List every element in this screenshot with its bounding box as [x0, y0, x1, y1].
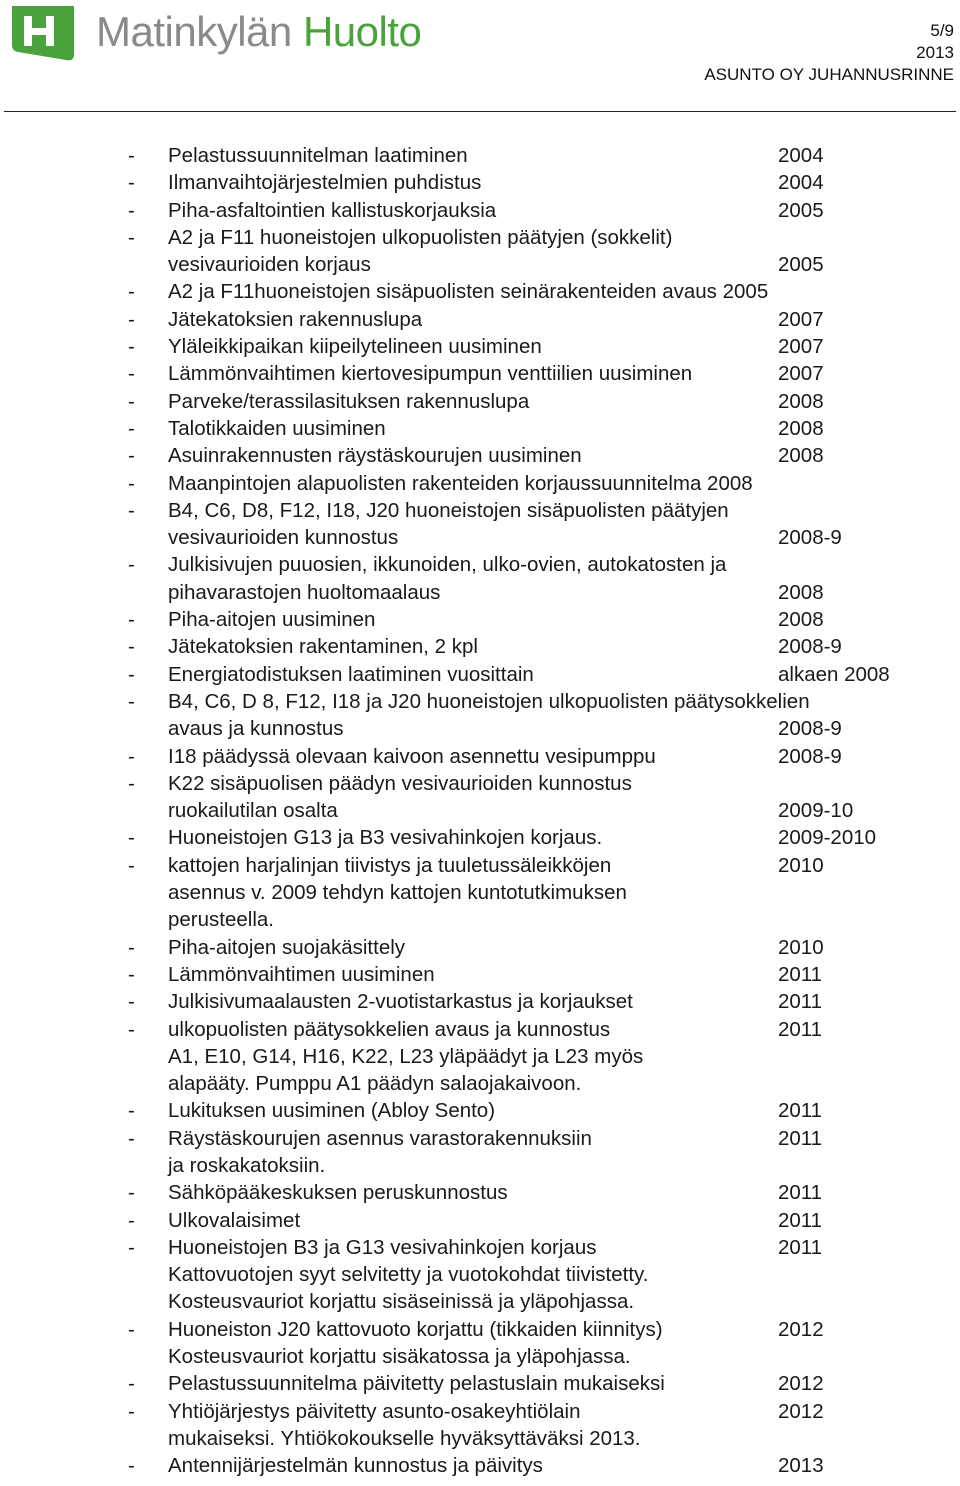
- list-item: [128, 1070, 928, 1097]
- list-bullet: -: [128, 744, 135, 768]
- list-bullet: -: [128, 1317, 135, 1341]
- item-year: 2008: [778, 389, 824, 413]
- item-text: vesivaurioiden kunnostus: [168, 526, 399, 550]
- item-text: vesivaurioiden korjaus: [168, 253, 371, 277]
- item-text: Antennijärjestelmän kunnostus ja päivitys: [168, 1454, 543, 1478]
- list-item: [128, 879, 928, 906]
- list-item: [128, 1288, 928, 1315]
- item-year: 2008: [778, 416, 824, 440]
- list-bullet: -: [128, 1399, 135, 1423]
- header-divider: [4, 111, 956, 112]
- item-text: Kosteusvauriot korjattu sisäseinissä ja yläpohjassa.: [168, 1290, 635, 1314]
- list-bullet: -: [128, 853, 135, 877]
- item-year: 2012: [778, 1399, 824, 1423]
- item-text: avaus ja kunnostus: [168, 717, 344, 741]
- item-text: Asuinrakennusten räystäskourujen uusiminen: [168, 444, 582, 468]
- list-item: [128, 715, 928, 742]
- header-info: [704, 20, 954, 86]
- list-item: [128, 1234, 928, 1261]
- list-bullet: -: [128, 826, 135, 850]
- item-text: kattojen harjalinjan tiivistys ja tuuletussäleikköjen: [168, 853, 612, 877]
- list-item: [128, 1316, 928, 1343]
- item-text: Energiatodistuksen laatiminen vuosittain: [168, 662, 534, 686]
- list-bullet: -: [128, 335, 135, 359]
- item-text: Huoneistojen B3 ja G13 vesivahinkojen korjaus: [168, 1235, 597, 1259]
- list-bullet: -: [128, 225, 135, 249]
- list-item: [128, 224, 928, 251]
- item-year: 2007: [778, 362, 824, 386]
- item-text: Piha-aitojen suojakäsittely: [168, 935, 406, 959]
- list-item: [128, 1452, 928, 1479]
- brand-name: [96, 6, 421, 58]
- list-item: [128, 497, 928, 524]
- list-item: [128, 606, 928, 633]
- item-text: Lämmönvaihtimen kiertovesipumpun venttiilien uusiminen: [168, 362, 693, 386]
- list-item: [128, 961, 928, 988]
- list-bullet: -: [128, 389, 135, 413]
- item-text: Piha-asfaltointien kallistuskorjauksia: [168, 198, 497, 222]
- list-item: [128, 906, 928, 933]
- list-item: [128, 743, 928, 770]
- item-text: perusteella.: [168, 908, 274, 932]
- list-bullet: -: [128, 307, 135, 331]
- list-item: [128, 1179, 928, 1206]
- item-year: 2008-9: [778, 744, 842, 768]
- list-item: [128, 470, 928, 497]
- list-item: [128, 1016, 928, 1043]
- list-item: [128, 579, 928, 606]
- list-item: [128, 251, 928, 278]
- item-year: 2011: [778, 1126, 823, 1150]
- item-year: 2007: [778, 335, 824, 359]
- list-item: [128, 169, 928, 196]
- page-number: 5/9: [930, 21, 954, 40]
- item-text: Lämmönvaihtimen uusiminen: [168, 962, 435, 986]
- list-item: [128, 988, 928, 1015]
- list-item: [128, 1370, 928, 1397]
- item-year: 2012: [778, 1317, 824, 1341]
- item-text: Kattovuotojen syyt selvitetty ja vuotokohdat tiivistetty.: [168, 1263, 649, 1287]
- item-text: asennus v. 2009 tehdyn kattojen kuntotutkimuksen: [168, 881, 627, 905]
- item-year: 2013: [778, 1454, 824, 1478]
- item-year: 2011: [778, 1017, 823, 1041]
- list-item: [128, 278, 928, 305]
- item-text: ja roskakatoksiin.: [168, 1153, 326, 1177]
- list-bullet: -: [128, 498, 135, 522]
- item-text: Maanpintojen alapuolisten rakenteiden korjaussuunnitelma 2008: [168, 471, 753, 495]
- item-text: Piha-aitojen uusiminen: [168, 608, 376, 632]
- item-text: Räystäskourujen asennus varastorakennuksiin: [168, 1126, 592, 1150]
- item-text: Sähköpääkeskuksen peruskunnostus: [168, 1181, 508, 1205]
- item-text: Jätekatoksien rakentaminen, 2 kpl: [168, 635, 478, 659]
- item-text: Yhtiöjärjestys päivitetty asunto-osakeyhtiölain: [168, 1399, 581, 1423]
- item-text: A2 ja F11huoneistojen sisäpuolisten seinärakenteiden avaus 2005: [168, 280, 769, 304]
- item-year: alkaen 2008: [778, 662, 890, 686]
- item-text: Pelastussuunnitelma päivitetty pelastuslain mukaiseksi: [168, 1372, 665, 1396]
- list-bullet: -: [128, 471, 135, 495]
- item-text: Ilmanvaihtojärjestelmien puhdistus: [168, 171, 482, 195]
- item-text: Lukituksen uusiminen (Abloy Sento): [168, 1099, 496, 1123]
- list-item: [128, 1043, 928, 1070]
- list-item: [128, 688, 928, 715]
- list-item: [128, 1261, 928, 1288]
- item-year: 2012: [778, 1372, 824, 1396]
- item-year: 2008: [778, 580, 824, 604]
- item-year: 2009-2010: [778, 826, 877, 850]
- brand-name-part1: Matinkylän: [96, 8, 292, 55]
- list-item: [128, 360, 928, 387]
- list-bullet: -: [128, 1454, 135, 1478]
- item-text: Kosteusvauriot korjattu sisäkatossa ja yläpohjassa.: [168, 1345, 631, 1369]
- list-item: [128, 1207, 928, 1234]
- item-text: Talotikkaiden uusiminen: [168, 416, 386, 440]
- item-year: 2004: [778, 171, 824, 195]
- item-year: 2011: [778, 1208, 823, 1232]
- list-item: [128, 1343, 928, 1370]
- item-text: K22 sisäpuolisen päädyn vesivaurioiden kunnostus: [168, 771, 632, 795]
- item-text: Yläleikkipaikan kiipeilytelineen uusiminen: [168, 335, 542, 359]
- list-bullet: -: [128, 553, 135, 577]
- list-bullet: -: [128, 990, 135, 1014]
- list-item: [128, 1125, 928, 1152]
- list-bullet: -: [128, 171, 135, 195]
- item-year: 2008-9: [778, 717, 842, 741]
- item-year: 2011: [778, 1235, 823, 1259]
- list-item: [128, 142, 928, 169]
- item-year: 2009-10: [778, 799, 854, 823]
- item-year: 2011: [778, 1099, 823, 1123]
- list-item: [128, 1398, 928, 1425]
- list-item: [128, 770, 928, 797]
- item-year: 2008-9: [778, 635, 842, 659]
- item-year: 2011: [778, 1181, 823, 1205]
- item-year: 2010: [778, 935, 824, 959]
- maintenance-history-list: [128, 142, 928, 1480]
- list-item: [128, 1152, 928, 1179]
- list-bullet: -: [128, 608, 135, 632]
- list-item: [128, 661, 928, 688]
- list-item: [128, 633, 928, 660]
- list-bullet: -: [128, 1208, 135, 1232]
- item-year: 2008-9: [778, 526, 842, 550]
- item-text: B4, C6, D8, F12, I18, J20 huoneistojen sisäpuolisten päätyjen: [168, 498, 729, 522]
- list-item: [128, 551, 928, 578]
- item-text: I18 päädyssä olevaan kaivoon asennettu vesipumppu: [168, 744, 656, 768]
- list-item: [128, 197, 928, 224]
- item-text: Huoneiston J20 kattovuoto korjattu (tikkaiden kiinnitys): [168, 1317, 663, 1341]
- list-bullet: -: [128, 444, 135, 468]
- list-bullet: -: [128, 635, 135, 659]
- list-bullet: -: [128, 662, 135, 686]
- list-item: [128, 524, 928, 551]
- item-text: Julkisivujen puuosien, ikkunoiden, ulko-ovien, autokatosten ja: [168, 553, 727, 577]
- item-year: 2008: [778, 444, 824, 468]
- brand-name-part2: Huolto: [302, 8, 422, 55]
- list-bullet: -: [128, 1017, 135, 1041]
- list-bullet: -: [128, 935, 135, 959]
- list-bullet: -: [128, 689, 135, 713]
- list-item: [128, 797, 928, 824]
- item-year: 2005: [778, 198, 824, 222]
- list-bullet: -: [128, 771, 135, 795]
- item-year: 2005: [778, 253, 824, 277]
- list-item: [128, 1097, 928, 1124]
- list-bullet: -: [128, 1099, 135, 1123]
- item-year: 2011: [778, 962, 823, 986]
- item-text: Huoneistojen G13 ja B3 vesivahinkojen korjaus.: [168, 826, 603, 850]
- item-year: 2008: [778, 608, 824, 632]
- item-text: Julkisivumaalausten 2-vuotistarkastus ja korjaukset: [168, 990, 633, 1014]
- item-text: alapääty. Pumppu A1 päädyn salaojakaivoon.: [168, 1072, 582, 1096]
- item-text: A2 ja F11 huoneistojen ulkopuolisten päätyjen (sokkelit): [168, 225, 673, 249]
- list-item: [128, 934, 928, 961]
- list-item: [128, 824, 928, 851]
- list-bullet: -: [128, 1372, 135, 1396]
- company-logo-icon: [8, 2, 78, 64]
- item-year: 2007: [778, 307, 824, 331]
- list-item: [128, 852, 928, 879]
- list-bullet: -: [128, 198, 135, 222]
- list-bullet: -: [128, 1126, 135, 1150]
- list-item: [128, 415, 928, 442]
- list-item: [128, 1425, 928, 1452]
- item-text: mukaiseksi. Yhtiökokoukselle hyväksyttäväksi 2013.: [168, 1426, 641, 1450]
- item-text: pihavarastojen huoltomaalaus: [168, 580, 441, 604]
- item-text: Ulkovalaisimet: [168, 1208, 301, 1232]
- list-item: [128, 442, 928, 469]
- item-text: ruokailutilan osalta: [168, 799, 338, 823]
- list-item: [128, 388, 928, 415]
- company-name: ASUNTO OY JUHANNUSRINNE: [704, 65, 954, 84]
- item-year: 2004: [778, 144, 824, 167]
- list-item: [128, 333, 928, 360]
- item-text: ulkopuolisten päätysokkelien avaus ja kunnostus: [168, 1017, 611, 1041]
- list-bullet: -: [128, 362, 135, 386]
- list-bullet: -: [128, 962, 135, 986]
- list-bullet: -: [128, 416, 135, 440]
- list-bullet: -: [128, 1235, 135, 1259]
- item-text: A1, E10, G14, H16, K22, L23 yläpäädyt ja L23 myös: [168, 1044, 644, 1068]
- list-item: [128, 306, 928, 333]
- list-bullet: -: [128, 280, 135, 304]
- item-text: Pelastussuunnitelman laatiminen: [168, 144, 468, 167]
- item-year: 2010: [778, 853, 824, 877]
- item-text: B4, C6, D 8, F12, I18 ja J20 huoneistojen ulkopuolisten päätysokkelien: [168, 689, 810, 713]
- list-bullet: -: [128, 1181, 135, 1205]
- list-bullet: -: [128, 144, 135, 167]
- item-year: 2011: [778, 990, 823, 1014]
- item-text: Parveke/terassilasituksen rakennuslupa: [168, 389, 530, 413]
- item-text: Jätekatoksien rakennuslupa: [168, 307, 423, 331]
- document-year: 2013: [916, 43, 954, 62]
